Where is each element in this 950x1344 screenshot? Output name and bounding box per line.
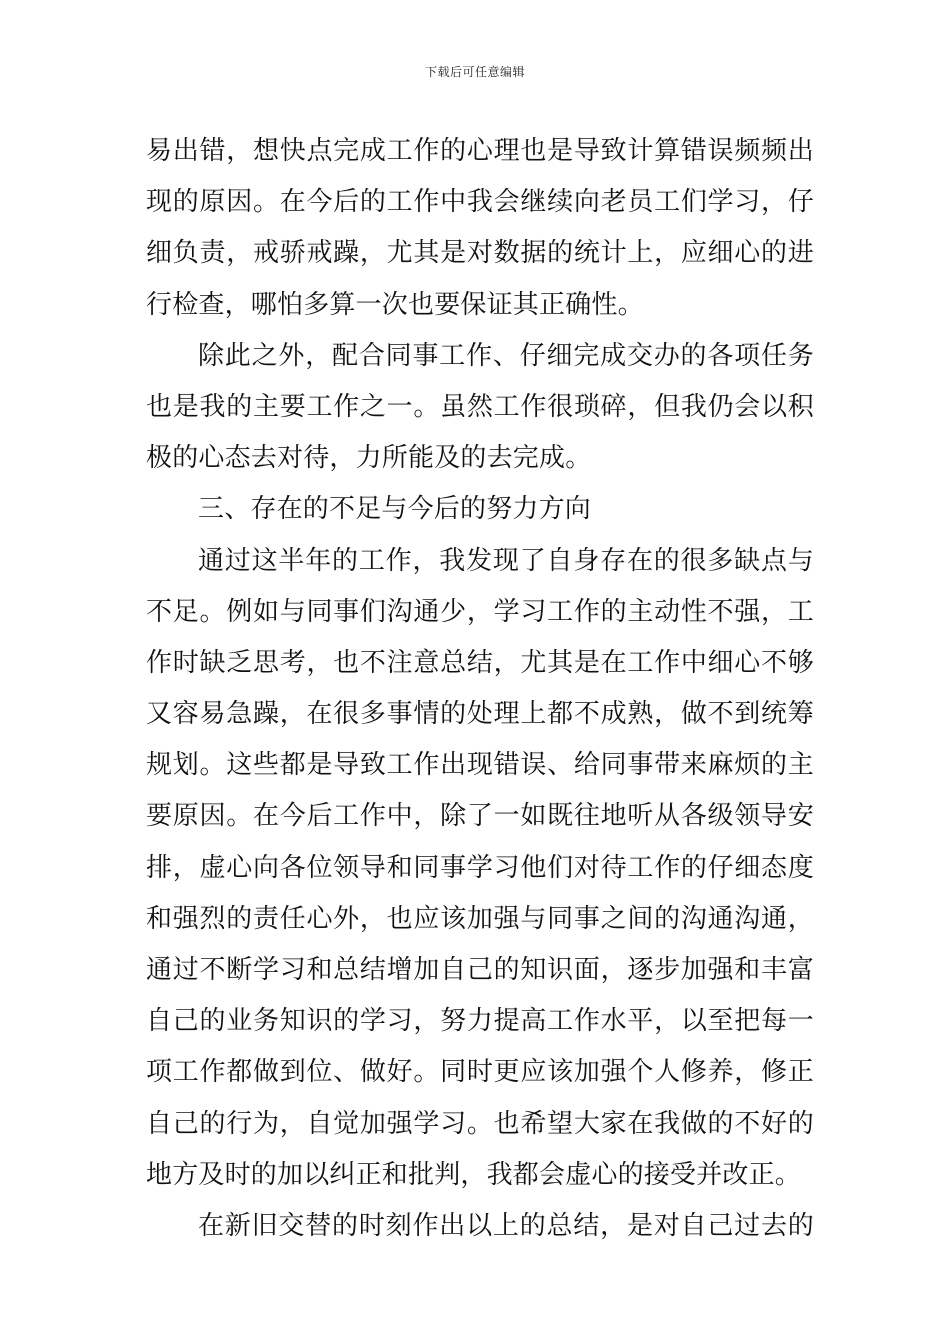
page-header: 下载后可任意编辑 xyxy=(424,65,525,79)
body-text xyxy=(146,126,814,1252)
paragraph-first-line: 在新旧交替的时刻作出以上的总结，是对自己过去的 xyxy=(198,1210,814,1241)
text-line: 极的心态去对待，力所能及的去完成。 xyxy=(146,443,592,474)
text-line: 不足。例如与同事们沟通少，学习工作的主动性不强，工 xyxy=(146,596,814,627)
text-line: 通过不断学习和总结增加自己的知识面，逐步加强和丰富 xyxy=(146,955,814,985)
paragraph-first-line: 通过这半年的工作，我发现了自身存在的很多缺点与 xyxy=(198,545,814,576)
text-line: 自己的行为，自觉加强学习。也希望大家在我做的不好的 xyxy=(146,1108,814,1139)
text-line: 行检查，哪怕多算一次也要保证其正确性。 xyxy=(146,289,644,320)
text-line: 作时缺乏思考，也不注意总结，尤其是在工作中细心不够 xyxy=(146,647,814,678)
text-line: 现的原因。在今后的工作中我会继续向老员工们学习，仔 xyxy=(146,187,814,218)
text-line: 也是我的主要工作之一。虽然工作很琐碎，但我仍会以积 xyxy=(146,391,814,422)
text-line: 地方及时的加以纠正和批判，我都会虚心的接受并改正。 xyxy=(146,1159,802,1190)
text-line: 易出错，想快点完成工作的心理也是导致计算错误频频出 xyxy=(146,136,814,166)
section-heading: 三、存在的不足与今后的努力方向 xyxy=(198,494,592,525)
text-line: 排，虚心向各位领导和同事学习他们对待工作的仔细态度 xyxy=(146,852,814,883)
text-line: 又容易急躁，在很多事情的处理上都不成熟，做不到统筹 xyxy=(146,699,814,730)
text-line: 细负责，戒骄戒躁，尤其是对数据的统计上，应细心的进 xyxy=(146,238,814,269)
text-line: 自己的业务知识的学习，努力提高工作水平，以至把每一 xyxy=(146,1006,814,1037)
text-line: 要原因。在今后工作中，除了一如既往地听从各级领导安 xyxy=(146,801,814,832)
text-line: 项工作都做到位、做好。同时更应该加强个人修养，修正 xyxy=(146,1057,814,1088)
text-line: 和强烈的责任心外，也应该加强与同事之间的沟通沟通， xyxy=(146,903,814,934)
paragraph-first-line: 除此之外，配合同事工作、仔细完成交办的各项任务 xyxy=(198,340,814,371)
text-line: 规划。这些都是导致工作出现错误、给同事带来麻烦的主 xyxy=(146,750,814,781)
